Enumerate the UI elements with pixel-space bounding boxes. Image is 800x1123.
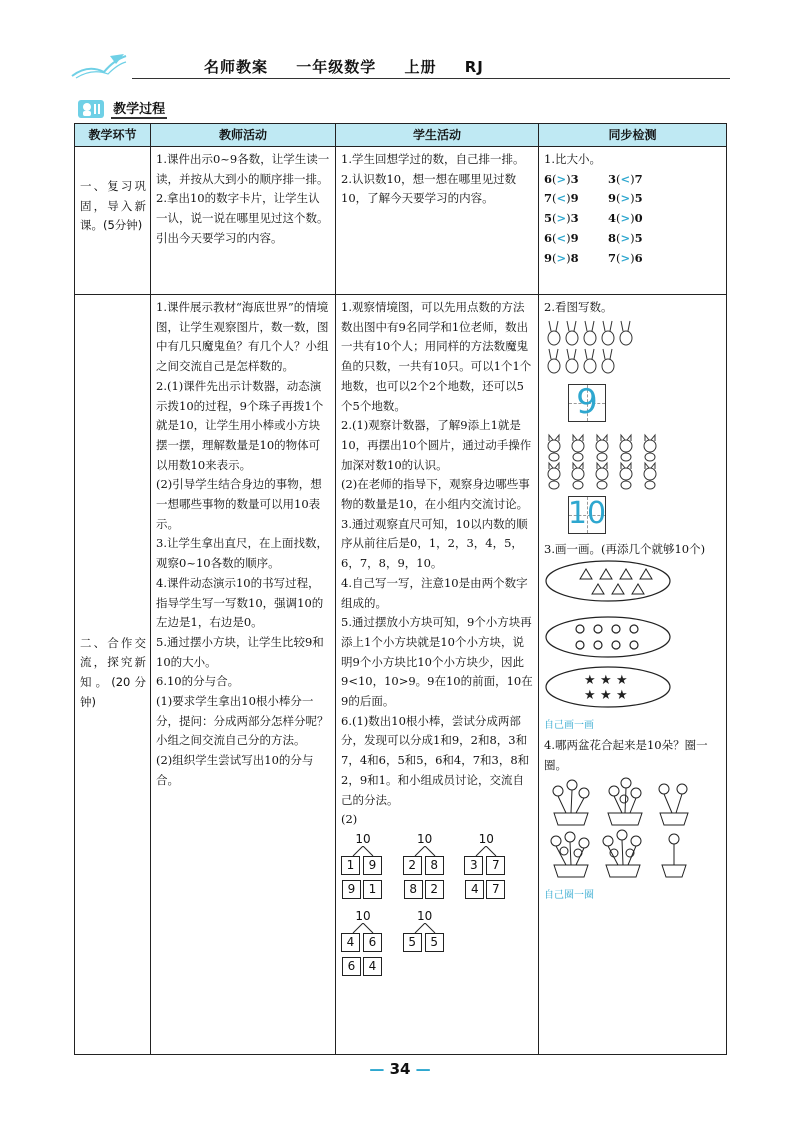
sync-check-1 [539,147,727,295]
stage-review: 一、复习巩固，导入新课。(5分钟) [75,147,151,295]
q4-title: 4.哪两盆花合起来是10朵？圈一圈。 [544,737,708,772]
svg-text:★: ★ [584,673,596,689]
compare-item: 9(>)8 [544,250,579,265]
svg-text:★: ★ [616,688,628,704]
teacher-activity-2: 1.课件展示教材“海底世界”的情境图，让学生观察图片，数一数，图中有几只魔鬼鱼？有几个人？小组之间交流自己是怎样数的。 2.(1)课件先出示计数器，动态演示拨10的过程，9个珠子再拨1个就是10，让学生用小棒或小方块摆一摆，理解数量是10的物体可以用数10来表示。 (2)引导学生结合身边的事物，想一想哪些事物的数量可以用10表示。 3.让学生拿出直尺，在上面找数，观察0~10各数的顺序。 4.课件动态演示10的书写过程，指导学生写一写数10，强调10的左边是1，右边是0。 5.通过摆小方块，让学生比较9和10的大小。 6.10的分与合。 (1)要求学生拿出10根小棒分一分，提问：分成两部分怎样分呢？小组之间交流自己分的方法。 (2)组织学生尝试写出10的分与合。 [151,295,336,1055]
split-diagram: 10 1 9 9 1 [341,832,385,899]
answer-9: 9 [576,381,598,422]
header-teacher: 教师活动 [151,124,336,147]
compare-item: 5(>)3 [544,211,579,226]
cat-picture [544,430,722,540]
answer-grid [568,381,606,422]
stage-explore: 二、合作交流，探究新知。(20分钟) [75,295,151,1055]
lesson-table [74,123,727,1055]
table-header-row [75,124,727,147]
answer-grid [568,496,606,534]
compare-grid [544,170,722,269]
q2-title: 2.看图写数。 [544,300,613,314]
student-activity-1: 1.学生回想学过的数，自己排一排。 2.认识数10，想一想在哪里见过数10，了解今天要学习的内容。 [336,147,539,295]
compare-item: 7(>)6 [608,250,643,265]
compare-item: 6(<)9 [544,230,579,245]
circle-note: 自己圈一圈 [544,889,594,901]
header-title [204,56,506,77]
page-number: — 34 — [369,1060,431,1078]
split-diagrams [341,832,534,977]
split-diagram: 10 3 7 4 7 [464,832,508,899]
table-row [75,147,727,295]
split-diagram: 10 5 5 [403,909,447,953]
header-rule [132,78,730,79]
sync-check-2 [539,295,727,1055]
svg-text:★: ★ [584,688,596,704]
flower-pots [544,775,714,879]
answer-10: 10 [567,495,607,531]
page-header [70,50,730,84]
compare-item: 7(<)9 [544,191,579,206]
split-diagram: 10 4 6 6 4 [341,909,385,976]
draw-ovals [544,559,694,709]
svg-text:★: ★ [616,673,628,689]
split-diagram: 10 2 8 8 2 [403,832,447,899]
cat-group-icon [544,430,674,490]
volume-name: 上册 [404,58,437,76]
compare-title: 1.比大小。 [544,152,601,166]
header-check: 同步检测 [539,124,727,147]
teacher-activity-1: 1.课件出示0~9各数，让学生读一读，并按从大到小的顺序排一排。 2.拿出10的数字卡片，让学生认一认，说一说在哪里见过这个数。引出今天要学习的内容。 [151,147,336,295]
header-stage: 教学环节 [75,124,151,147]
edition-name: RJ [464,58,484,76]
svg-text:★: ★ [600,688,612,704]
compare-item: 6(>)3 [544,171,579,186]
teacher-badge-icon [78,100,104,118]
book-logo-icon [70,52,128,80]
rabbit-group-icon [544,318,634,378]
table-row [75,295,727,1055]
course-name: 一年级数学 [296,58,377,76]
compare-item: 4(>)0 [608,211,643,226]
rabbit-picture [544,318,722,430]
section-heading [78,98,167,118]
section-title: 教学过程 [111,98,167,119]
compare-item: 9(>)5 [608,191,643,206]
header-student: 学生活动 [336,124,539,147]
student-activity-2: 1.观察情境图，可以先用点数的方法数出图中有9名同学和1位老师，数出一共有10个人；用同样的方法数魔鬼鱼的只数，一共有10只。可以1个1个地数，也可以2个2个地数，还可以5个5个地数。 2.(1)观察计数器，了解9添上1就是10，再摆出10个圆片，通过动手操作加深对数10的认识。 (2)在老师的指导下，观察身边哪些事物的数量是10，在小组内交流讨论。 3.通过观察直尺可知，10以内数的顺序从前往后是0，1，2，3，4，5，6，7，8，9，10。 4.自己写一写，注意10是由两个数字组成的。 5.通过摆放小方块可知，9个小方块再添上1个小方块就是10个小方块，说明9个小方块比10个小方块少，因此9<10，10>9。9在10的前面，10在9的后面。 6.(1)数出10根小棒，尝试分成两部分，发现可以分成1和9，2和8，3和7，4和6，5和5，6和4，7和3，8和2，9和1。和小组成员讨论，交流自己的分法。 (2) 10 1 9 9 1 10 2 8 8 2 10 3 7 4 7 10 4 6 6 4 10 5 5 [336,295,539,1055]
compare-item: 8(>)5 [608,230,643,245]
svg-text:★: ★ [600,673,612,689]
q3-title: 3.画一画。(再添几个就够10个) [544,541,706,556]
draw-note: 自己画一画 [544,720,594,732]
series-name: 名师教案 [204,58,269,76]
compare-item: 3(<)7 [608,171,643,186]
